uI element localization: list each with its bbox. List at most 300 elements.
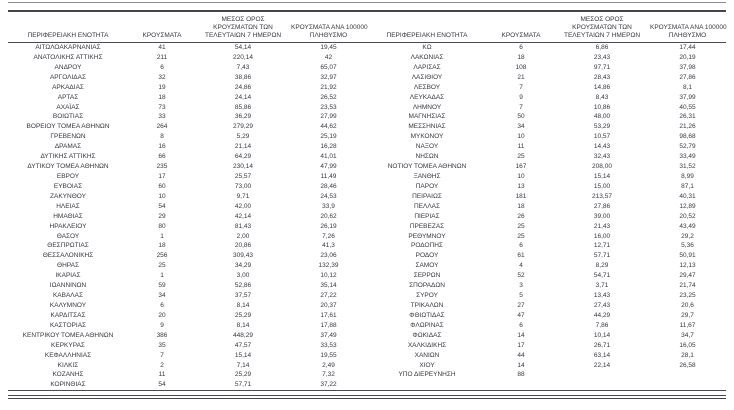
cases-cell: 6 [160, 63, 164, 71]
cases-cell: 35 [158, 341, 166, 349]
avg7-cell: 32,43 [593, 153, 611, 161]
region-cell: ΘΕΣΠΡΩΤΙΑΣ [47, 242, 89, 250]
per100k-cell: 32,97 [320, 73, 337, 81]
region-cell: ΣΕΡΡΩΝ [413, 272, 441, 280]
avg7-cell: 73,00 [234, 182, 252, 190]
region-cell: ΔΥΤΙΚΗΣ ΑΤΤΙΚΗΣ [40, 153, 96, 161]
region-cell: ΜΑΓΝΗΣΙΑΣ [408, 113, 446, 121]
header-per100k-line2: ΠΛΗΘΥΣΜΟ [309, 32, 348, 39]
avg7-cell: 21,43 [593, 222, 611, 230]
header-avg7-line3: ΤΕΛΕΥΤΑΙΩΝ 7 ΗΜΕΡΩΝ [563, 32, 641, 39]
table-row [8, 241, 726, 251]
table-row [8, 103, 726, 113]
avg7-cell [555, 380, 649, 390]
cases-cell: 25 [517, 222, 525, 230]
region-cell: ΚΩ [422, 44, 432, 51]
per100k-cell: 34,7 [681, 331, 694, 339]
cases-cell: 18 [517, 202, 525, 210]
avg7-cell: 42,14 [234, 212, 252, 220]
region-cell: ΛΑΡΙΣΑΣ [413, 63, 441, 71]
per100k-cell: 33,53 [320, 341, 337, 349]
region-cell: ΚΑΡΔΙΤΣΑΣ [50, 311, 86, 319]
cases-cell: 17 [517, 341, 525, 349]
per100k-cell: 98,68 [679, 133, 696, 141]
cases-cell: 47 [517, 311, 525, 319]
region-cell: ΚΑΒΑΛΑΣ [52, 292, 84, 300]
table-row [8, 261, 726, 271]
region-cell: ΒΟΙΩΤΙΑΣ [52, 113, 84, 121]
per100k-cell: 20,19 [679, 53, 696, 61]
region-cell: ΝΟΤΙΟΥ ΤΟΜΕΑ ΑΘΗΝΩΝ [387, 163, 467, 171]
cases-cell: 44 [517, 351, 525, 359]
avg7-cell: 13,43 [593, 292, 611, 300]
region-cell: ΞΑΝΘΗΣ [413, 172, 441, 180]
table-row [8, 281, 726, 291]
avg7-cell: 8,14 [236, 321, 250, 329]
avg7-cell: 7,14 [236, 361, 250, 369]
avg7-cell: 3,71 [595, 282, 609, 290]
table-row [8, 222, 726, 232]
cases-cell: 10 [517, 172, 525, 180]
header-avg7-line2: ΚΡΟΥΣΜΑΤΩΝ ΤΩΝ [572, 24, 632, 31]
region-cell: ΣΥΡΟΥ [416, 292, 438, 300]
bottom-rule-double [8, 395, 726, 399]
per100k-cell: 35,14 [320, 282, 337, 290]
cases-cell: 21 [517, 73, 525, 81]
region-cell: ΗΜΑΘΙΑΣ [53, 212, 83, 220]
avg7-cell: 8,14 [236, 301, 250, 309]
region-cell: ΗΛΕΙΑΣ [56, 202, 80, 210]
avg7-cell: 21,14 [234, 143, 252, 151]
cases-cell: 14 [517, 331, 525, 339]
cases-cell: 20 [158, 311, 166, 319]
region-cell: ΔΥΤΙΚΟΥ ΤΟΜΕΑ ΑΘΗΝΩΝ [27, 163, 109, 171]
avg7-cell: 10,14 [593, 331, 611, 339]
avg7-cell: 48,00 [593, 113, 611, 121]
table-row [8, 162, 726, 172]
per100k-cell: 24,53 [320, 192, 337, 200]
region-cell: ΠΕΙΡΑΙΩΣ [412, 192, 442, 200]
region-cell: ΘΗΡΑΣ [57, 262, 79, 270]
region-cell: ΦΛΩΡΙΝΑΣ [410, 321, 444, 329]
avg7-cell: 7,86 [595, 321, 609, 329]
cases-cell: 26 [517, 212, 525, 220]
region-cell: ΚΑΛΥΜΝΟΥ [49, 301, 87, 309]
per100k-cell: 37,49 [320, 331, 337, 339]
avg7-cell: 15,14 [234, 351, 252, 359]
per100k-cell [649, 370, 726, 380]
region-cell: ΚΙΛΚΙΣ [57, 361, 79, 369]
table-row [8, 370, 726, 380]
avg7-cell: 14,86 [593, 83, 611, 91]
avg7-cell: 54,14 [234, 44, 252, 51]
avg7-cell: 97,71 [593, 63, 611, 71]
per100k-cell: 16,28 [320, 143, 337, 151]
cases-cell: 34 [158, 292, 166, 300]
region-cell: ΕΒΡΟΥ [56, 172, 80, 180]
header-avg7-line3: ΤΕΛΕΥΤΑΙΩΝ 7 ΗΜΕΡΩΝ [204, 32, 282, 39]
region-cell [367, 380, 487, 390]
table-row [8, 93, 726, 103]
avg7-cell: 12,71 [593, 242, 611, 250]
region-cell: ΕΥΒΟΙΑΣ [53, 182, 83, 190]
avg7-cell: 16,00 [593, 232, 611, 240]
per100k-cell: 17,88 [320, 321, 337, 329]
region-cell: ΡΟΔΟΥ [415, 252, 439, 260]
table-row [8, 152, 726, 162]
region-cell: ΧΙΟΥ [419, 361, 435, 369]
per100k-cell: 26,52 [320, 93, 337, 101]
cases-cell: 7 [160, 351, 164, 359]
region-cell: ΚΕΡΚΥΡΑΣ [51, 341, 85, 349]
region-cell: ΚΑΣΤΟΡΙΑΣ [49, 321, 87, 329]
avg7-cell: 9,71 [236, 192, 250, 200]
region-cell: ΑΡΓΟΛΙΔΑΣ [49, 73, 87, 81]
avg7-cell: 24,14 [234, 93, 252, 101]
avg7-cell [555, 370, 649, 380]
region-cell: ΠΕΛΛΑΣ [413, 202, 441, 210]
table-row [8, 112, 726, 122]
region-cell: ΛΕΣΒΟΥ [413, 83, 441, 91]
top-rule-thin [8, 2, 726, 3]
avg7-cell: 14,43 [593, 143, 611, 151]
region-cell: ΝΑΞΟΥ [415, 143, 439, 151]
cases-cell: 7 [519, 103, 523, 111]
cases-cell: 27 [517, 301, 525, 309]
per100k-cell: 19,55 [320, 351, 337, 359]
avg7-cell: 57,71 [593, 252, 611, 260]
table-row [8, 212, 726, 222]
avg7-cell: 34,29 [234, 262, 252, 270]
cases-cell: 6 [160, 301, 164, 309]
region-cell: ΜΕΣΣΗΝΙΑΣ [408, 123, 446, 131]
per100k-cell: 21,74 [679, 282, 696, 290]
avg7-cell: 23,43 [593, 53, 611, 61]
region-cell: ΘΕΣΣΑΛΟΝΙΚΗΣ [42, 252, 94, 260]
cases-cell: 59 [158, 282, 166, 290]
cases-cell: 264 [156, 123, 168, 131]
header-cases-left: ΚΡΟΥΣΜΑΤΑ [128, 12, 196, 43]
per100k-cell: 31,52 [679, 163, 696, 171]
cases-cell: 256 [156, 252, 168, 260]
cases-cell: 4 [519, 262, 523, 270]
per100k-cell: 16,05 [679, 341, 696, 349]
table-row [8, 53, 726, 63]
avg7-cell: 27,43 [593, 301, 611, 309]
cases-cell: 32 [158, 73, 166, 81]
per100k-cell: 23,53 [320, 103, 337, 111]
avg7-cell: 220,14 [233, 53, 253, 61]
per100k-cell: 37,98 [679, 63, 696, 71]
per100k-cell: 7,32 [322, 371, 335, 379]
region-cell: ΠΙΕΡΙΑΣ [414, 212, 440, 220]
avg7-cell: 25,29 [234, 371, 252, 379]
per100k-cell: 29,47 [679, 272, 696, 280]
avg7-cell: 20,86 [234, 242, 252, 250]
region-cell: ΚΕΦΑΛΛΗΝΙΑΣ [44, 351, 92, 359]
region-cell: ΑΡΤΑΣ [57, 93, 79, 101]
avg7-cell: 28,43 [593, 73, 611, 81]
cases-cell: 33 [158, 113, 166, 121]
cases-cell: 54 [158, 202, 166, 210]
region-cell: ΛΑΚΩΝΙΑΣ [410, 53, 444, 61]
cases-cell: 9 [160, 321, 164, 329]
avg7-cell: 39,00 [593, 212, 611, 220]
region-cell: ΣΠΟΡΑΔΩΝ [409, 282, 445, 290]
region-cell: ΚΟΡΙΝΘΙΑΣ [8, 380, 128, 390]
avg7-cell: 26,71 [593, 341, 611, 349]
region-cell: ΜΥΚΟΝΟΥ [410, 133, 444, 141]
per100k-cell: 20,37 [320, 301, 337, 309]
per100k-cell: 23,25 [679, 292, 696, 300]
table-row [8, 182, 726, 192]
header-cases-right: ΚΡΟΥΣΜΑΤΑ [487, 12, 555, 43]
header-per100k-line1: ΚΡΟΥΣΜΑΤΑ ΑΝΑ 100000 [650, 24, 727, 31]
per100k-cell: 28,46 [320, 182, 337, 190]
cases-cell: 8 [160, 133, 164, 141]
per100k-cell: 132,39 [318, 262, 339, 270]
avg7-cell: 85,86 [234, 103, 252, 111]
region-cell: ΑΡΚΑΔΙΑΣ [52, 83, 84, 91]
table-body [8, 43, 726, 391]
region-cell: ΦΘΙΩΤΙΔΑΣ [409, 311, 445, 319]
cases-cell: 13 [517, 182, 525, 190]
avg7-cell: 3,00 [236, 272, 250, 280]
region-cell: ΧΑΝΙΩΝ [414, 351, 440, 359]
cases-cell: 6 [519, 321, 523, 329]
cases-cell: 2 [160, 361, 164, 369]
region-cell: ΒΟΡΕΙΟΥ ΤΟΜΕΑ ΑΘΗΝΩΝ [26, 123, 110, 131]
avg7-cell: 2,00 [236, 232, 250, 240]
per100k-cell: 40,55 [679, 103, 696, 111]
avg7-cell: 10,86 [593, 103, 611, 111]
avg7-cell: 27,86 [593, 202, 611, 210]
table-row [8, 202, 726, 212]
region-cell: ΑΧΑΪΑΣ [56, 103, 80, 111]
header-avg7-line1: ΜΕΣΟΣ ΟΡΟΣ [580, 16, 624, 23]
per100k-cell: 41,3 [322, 242, 335, 250]
avg7-cell: 8,29 [595, 262, 609, 270]
cases-cell: 1 [160, 232, 164, 240]
per100k-cell: 26,19 [320, 222, 337, 230]
per100k-cell: 33,49 [679, 153, 696, 161]
avg7-cell: 213,57 [592, 192, 612, 200]
cases-cell: 11 [158, 371, 166, 379]
table-row [8, 73, 726, 83]
region-cell: ΙΩΑΝΝΙΝΩΝ [49, 282, 87, 290]
table-row [8, 341, 726, 351]
per100k-cell: 11,49 [320, 172, 337, 180]
region-cell: ΓΡΕΒΕΝΩΝ [50, 133, 86, 141]
per100k-cell: 20,6 [681, 301, 694, 309]
per100k-cell [649, 380, 726, 390]
region-cell: ΦΩΚΙΔΑΣ [412, 331, 442, 339]
avg7-cell: 309,43 [233, 252, 253, 260]
avg7-cell: 25,29 [234, 311, 252, 319]
cases-cell: 7 [519, 83, 523, 91]
table-row [8, 63, 726, 73]
avg7-cell: 38,86 [234, 73, 252, 81]
table-row [8, 83, 726, 93]
region-cell: ΡΟΔΟΠΗΣ [411, 242, 443, 250]
cases-cell: 10 [517, 133, 525, 141]
cases-cell: 88 [517, 371, 525, 379]
table-row [8, 361, 726, 371]
region-cell: ΛΕΥΚΑΔΑΣ [409, 93, 445, 101]
cases-cell: 52 [517, 272, 525, 280]
per100k-cell: 27,99 [320, 113, 337, 121]
header-per100k-line1: ΚΡΟΥΣΜΑΤΑ ΑΝΑ 100000 [291, 24, 368, 31]
table-row [8, 291, 726, 301]
cases-cell: 3 [519, 282, 523, 290]
table-row [8, 321, 726, 331]
header-avg7-right [555, 12, 649, 43]
region-cell: ΧΑΛΚΙΔΙΚΗΣ [407, 341, 447, 349]
per100k-cell: 27,22 [320, 292, 337, 300]
avg7-cell: 5,29 [236, 133, 250, 141]
per100k-cell: 8,1 [682, 83, 693, 91]
per100k-cell: 8,99 [681, 172, 694, 180]
avg7-cell: 57,71 [196, 380, 290, 390]
cases-cell: 5 [519, 292, 523, 300]
per100k-cell: 12,89 [679, 202, 696, 210]
avg7-cell: 8,43 [595, 93, 609, 101]
header-region-left: ΠΕΡΙΦΕΡΕΙΑΚΗ ΕΝΟΤΗΤΑ [8, 12, 128, 43]
per100k-cell: 20,62 [320, 212, 337, 220]
cases-cell: 108 [515, 63, 527, 71]
per100k-cell: 17,61 [320, 311, 337, 319]
cases-cell: 41 [158, 44, 166, 51]
cases-cell: 19 [158, 83, 166, 91]
header-row [8, 12, 726, 43]
region-cell: ΖΑΚΥΝΘΟΥ [50, 192, 86, 200]
header-avg7-left [196, 12, 290, 43]
avg7-cell: 15,00 [593, 182, 611, 190]
per100k-cell: 19,45 [320, 44, 337, 51]
cases-cell: 18 [158, 93, 166, 101]
per100k-cell: 37,22 [290, 380, 367, 390]
cases-cell: 61 [517, 252, 525, 260]
cases-cell: 25 [517, 232, 525, 240]
header-region-right: ΠΕΡΙΦΕΡΕΙΑΚΗ ΕΝΟΤΗΤΑ [367, 12, 487, 43]
cases-cell: 18 [158, 242, 166, 250]
cases-cell: 10 [158, 192, 166, 200]
per100k-cell: 21,26 [679, 123, 696, 131]
table-row [8, 251, 726, 261]
avg7-cell: 25,57 [234, 172, 252, 180]
per100k-cell: 5,36 [681, 242, 694, 250]
region-cell: ΠΡΕΒΕΖΑΣ [409, 222, 445, 230]
per100k-cell: 11,67 [679, 321, 696, 329]
table-row [8, 172, 726, 182]
region-cell: ΛΗΜΝΟΥ [412, 103, 442, 111]
per100k-cell: 25,19 [320, 133, 337, 141]
cases-cell: 29 [158, 212, 166, 220]
header-per100k-line2: ΠΛΗΘΥΣΜΟ [668, 32, 707, 39]
avg7-cell: 42,00 [234, 202, 252, 210]
cases-cell: 73 [158, 103, 166, 111]
region-cell: ΗΡΑΚΛΕΙΟΥ [49, 222, 87, 230]
avg7-cell: 47,57 [234, 341, 252, 349]
table-row [8, 132, 726, 142]
avg7-cell: 53,29 [593, 123, 611, 131]
per100k-cell: 2,49 [322, 361, 335, 369]
avg7-cell: 15,14 [593, 172, 611, 180]
avg7-cell: 22,14 [593, 361, 611, 369]
region-cell: ΚΟΖΑΝΗΣ [52, 371, 84, 379]
table-row [8, 331, 726, 341]
cases-cell: 60 [158, 182, 166, 190]
region-cell: ΑΝΔΡΟΥ [54, 63, 82, 71]
avg7-cell: 37,57 [234, 292, 252, 300]
avg7-cell: 52,86 [234, 282, 252, 290]
avg7-cell: 63,14 [593, 351, 611, 359]
per100k-cell: 10,12 [320, 272, 337, 280]
avg7-cell: 208,00 [592, 163, 612, 171]
cases-cell: 181 [515, 192, 527, 200]
cases-cell: 25 [517, 153, 525, 161]
avg7-cell: 54,71 [593, 272, 611, 280]
cases-cell: 6 [519, 242, 523, 250]
region-cell: ΚΕΝΤΡΙΚΟΥ ΤΟΜΕΑ ΑΘΗΝΩΝ [22, 331, 114, 339]
table-row [8, 351, 726, 361]
cases-cell: 66 [158, 153, 166, 161]
region-cell: ΤΡΙΚΑΛΩΝ [410, 301, 444, 309]
per100k-cell: 40,31 [679, 192, 696, 200]
per100k-cell: 7,26 [322, 232, 335, 240]
per100k-cell: 17,44 [679, 44, 696, 51]
avg7-cell: 81,43 [234, 222, 252, 230]
table-row [8, 122, 726, 132]
table-row [8, 43, 726, 53]
region-cell: ΙΚΑΡΙΑΣ [55, 272, 81, 280]
cases-cell: 25 [158, 262, 166, 270]
avg7-cell: 24,86 [234, 83, 252, 91]
region-cell: ΑΝΑΤΟΛΙΚΗΣ ΑΤΤΙΚΗΣ [33, 53, 103, 61]
cases-cell: 16 [158, 143, 166, 151]
cases-cell: 80 [158, 222, 166, 230]
table-row [8, 232, 726, 242]
avg7-cell: 230,14 [233, 163, 253, 171]
cases-cell: 17 [158, 172, 166, 180]
per100k-cell: 65,07 [320, 63, 337, 71]
cases-cell: 14 [517, 361, 525, 369]
cases-cell: 11 [517, 143, 525, 151]
avg7-cell: 64,29 [234, 153, 252, 161]
cases-cell: 50 [517, 113, 525, 121]
per100k-cell: 47,99 [320, 163, 337, 171]
cases-cell: 9 [519, 93, 523, 101]
cases-cell: 235 [156, 163, 168, 171]
per100k-cell: 52,79 [679, 143, 696, 151]
per100k-cell: 50,91 [679, 252, 696, 260]
per100k-cell: 12,13 [679, 262, 696, 270]
per100k-cell: 23,06 [320, 252, 337, 260]
table-row [8, 311, 726, 321]
per100k-cell: 29,7 [681, 311, 694, 319]
cases-cell: 1 [160, 272, 164, 280]
per100k-cell: 29,2 [681, 232, 694, 240]
cases-cell: 18 [517, 53, 525, 61]
avg7-cell: 36,29 [234, 113, 252, 121]
region-cell: ΛΑΣΙΘΙΟΥ [411, 73, 443, 81]
header-avg7-line1: ΜΕΣΟΣ ΟΡΟΣ [221, 16, 265, 23]
avg7-cell: 448,29 [233, 331, 253, 339]
avg7-cell: 279,29 [233, 123, 253, 131]
per100k-cell: 43,49 [679, 222, 696, 230]
region-cell: ΘΑΣΟΥ [56, 232, 80, 240]
table-row [8, 301, 726, 311]
